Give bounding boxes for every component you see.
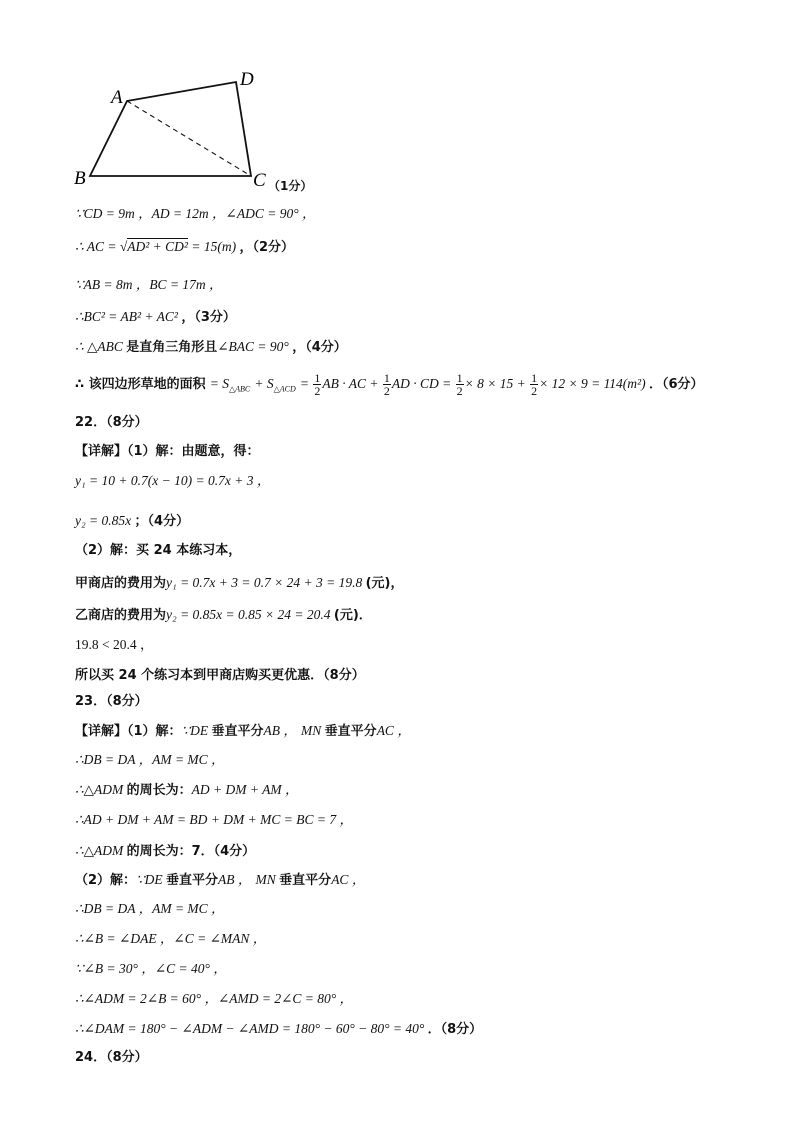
q23-line-2: ∴DB = DA ，AM = MC ，: [75, 752, 225, 767]
q23-line-8: ∴∠B = ∠DAE ，∠C = ∠MAN ，: [75, 931, 267, 946]
figure-score: （1分）: [268, 179, 313, 193]
q23-line-1: 【详解】（1）解：∵DE 垂直平分AB ， MN 垂直平分AC ，: [75, 723, 411, 739]
label-d: D: [240, 69, 254, 90]
q21-line-5: ∴ △ABC 是直角三角形且∠BAC = 90° ，（4分）: [75, 339, 347, 355]
q21-line-3: ∵AB = 8m ，BC = 17m ，: [75, 277, 223, 292]
q22-line-2: y₁ = 10 + 0.7(x − 10) = 0.7x + 3 ，: [75, 473, 271, 488]
quadrilateral-figure: [0, 0, 794, 200]
fraction-half: $\frac{1}{2}$: [383, 371, 390, 398]
q22-line-7: 19.8 < 20.4 ，: [75, 637, 154, 652]
q22-line-4: （2）解：买 24 本练习本，: [75, 543, 242, 558]
q22-line-1: 【详解】（1）解：由题意，得：: [75, 444, 260, 459]
q22-line-3: y₂ = 0.85x ；（4分）: [75, 513, 190, 529]
q23-line-10: ∴∠ADM = 2∠B = 60° ，∠AMD = 2∠C = 80° ，: [75, 991, 354, 1006]
fraction-half: $\frac{1}{2}$: [531, 371, 538, 398]
q22-line-6: 乙商店的费用为y₂ = 0.85x = 0.85 × 24 = 20.4 (元)．: [75, 607, 372, 623]
q23-line-7: ∴DB = DA ，AM = MC ，: [75, 901, 225, 916]
q23-line-4: ∴AD + DM + AM = BD + DM + MC = BC = 7 ，: [75, 812, 353, 827]
fraction-half: $\frac{1}{2}$: [456, 371, 463, 398]
q21-line-4: ∴BC² = AB² + AC² ，（3分）: [75, 309, 236, 325]
q23-line-9: ∵∠B = 30° ，∠C = 40° ，: [75, 961, 227, 976]
q22-line-8: 所以买 24 个练习本到甲商店购买更优惠．（8分）: [75, 668, 365, 683]
q21-line-1: ∵CD = 9m ，AD = 12m ，∠ADC = 90° ，: [75, 206, 316, 221]
q22-title: 22．（8分）: [75, 415, 148, 430]
q23-line-11: ∴∠DAM = 180° − ∠ADM − ∠AMD = 180° − 60° − 80° = 40° ．（8分）: [75, 1021, 483, 1037]
q21-line-6: ∴ 该四边形草地的面积 = $S_{\triangle ABC} + S_{\triangle ACD}$ = $\frac{1}{2}$ AB · AC + $\frac{1}{2}$ AD · CD = $\frac{1}{2}$ × 8 × 15 + $\frac{1}{2}$ × 12 × 9 = 114(m²) ．（6分）: [75, 371, 704, 398]
label-a: A: [111, 87, 123, 108]
label-c: C: [253, 170, 266, 191]
q23-line-5: ∴△ADM 的周长为：7．（4分）: [75, 843, 256, 859]
q23-line-6: （2）解：∵DE 垂直平分AB ， MN 垂直平分AC ，: [75, 872, 366, 888]
fraction-half: $\frac{1}{2}$: [314, 371, 321, 398]
q23-title: 23．（8分）: [75, 694, 148, 709]
label-b: B: [74, 168, 86, 189]
q21-line-2: ∴ AC = √AD² + CD² = 15(m) ，（2分）: [75, 239, 294, 255]
q22-line-5: 甲商店的费用为y₁ = 0.7x + 3 = 0.7 × 24 + 3 = 19.8 (元)，: [75, 575, 404, 591]
q23-line-3: ∴△ADM 的周长为：AD + DM + AM ，: [75, 782, 299, 798]
diagonal-ac: [127, 101, 251, 176]
q24-title: 24．（8分）: [75, 1050, 148, 1065]
